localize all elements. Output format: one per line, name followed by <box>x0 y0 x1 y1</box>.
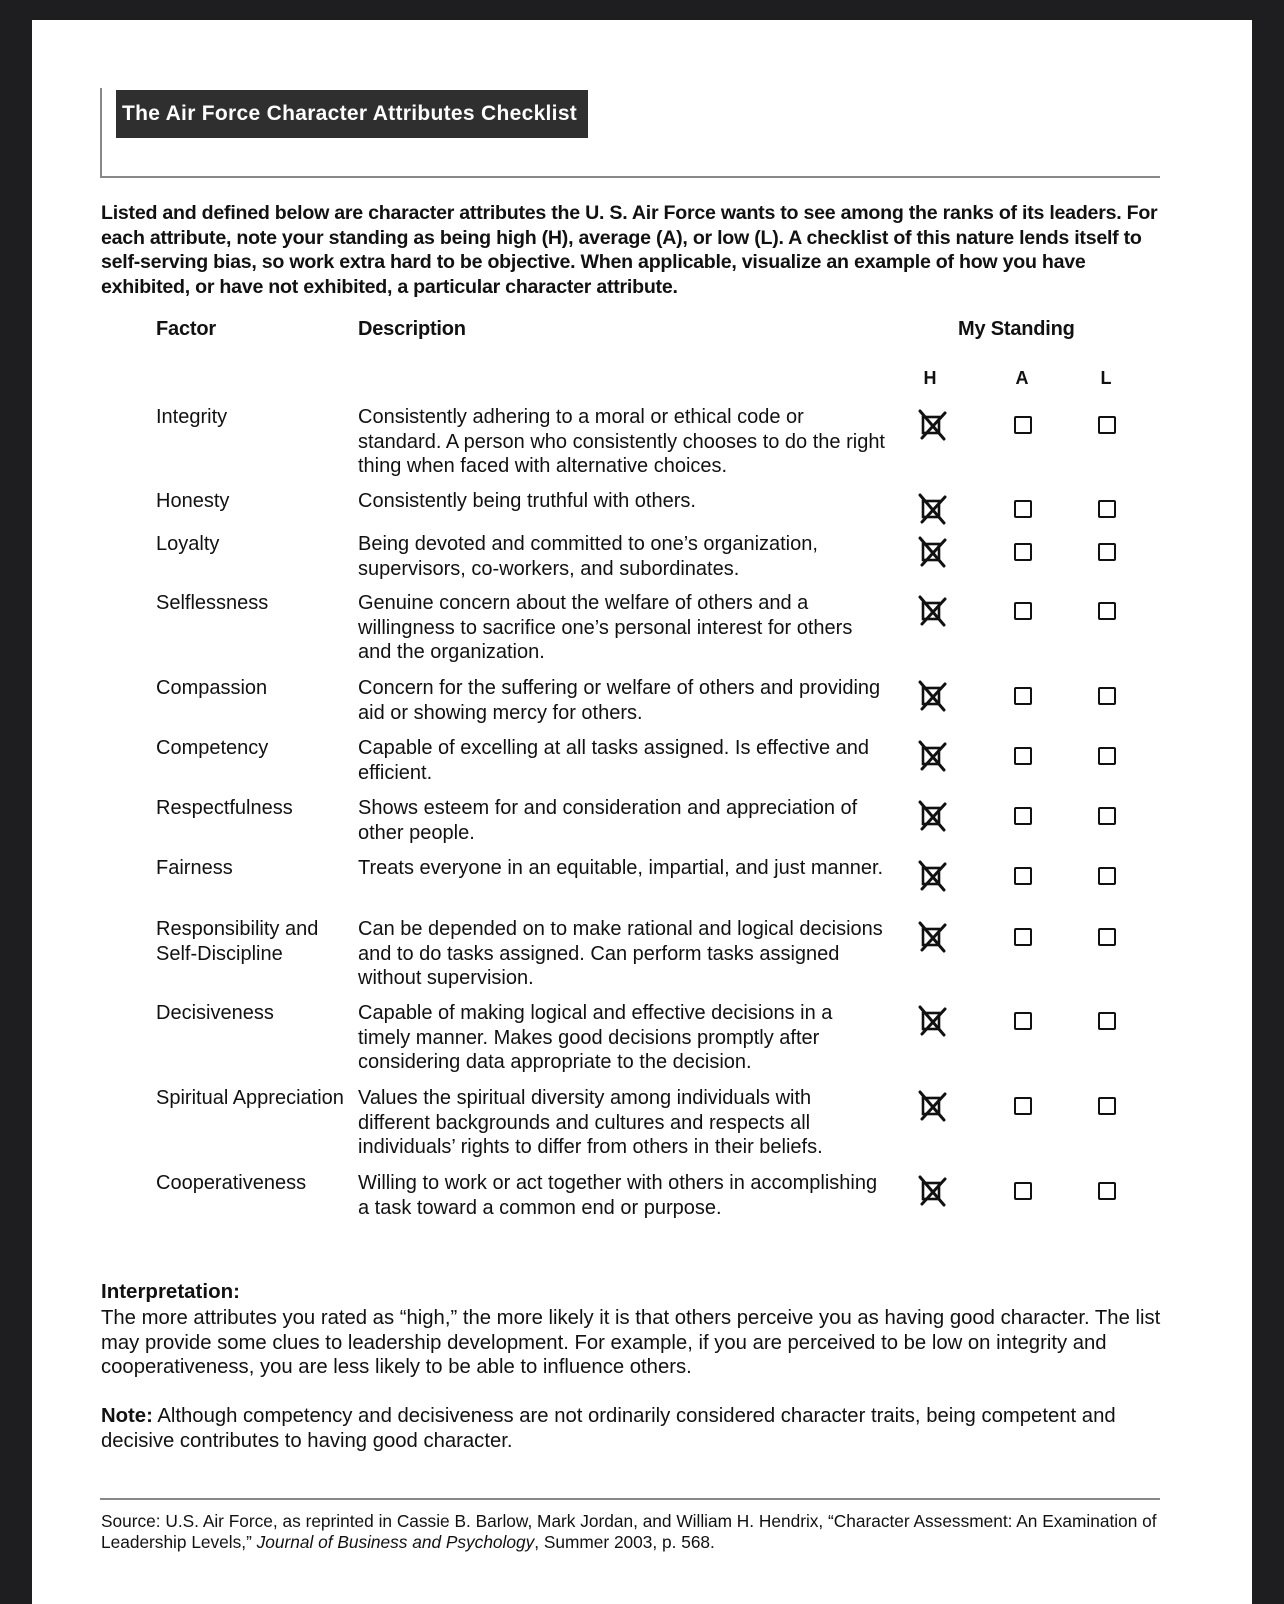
factor-description: Values the spiritual diversity among individuals with different backgrounds and cultures and respects all individuals’ rights to differ from others in their beliefs. <box>358 1087 823 1158</box>
factor-description: Treats everyone in an equitable, impartial, and just manner. <box>358 857 884 879</box>
checkbox-l[interactable] <box>1098 543 1116 561</box>
factor-description: Consistently adhering to a moral or ethical code or standard. A person who consistently chooses to do the right thing when faced with alternative choices. <box>358 406 885 477</box>
source-suffix: , Summer 2003, p. 568. <box>534 1531 715 1552</box>
checkbox-a[interactable] <box>1014 500 1032 518</box>
checkbox-a[interactable] <box>1014 416 1032 434</box>
note-text: Although competency and decisiveness are not ordinarily considered character traits, being competent and decisive contributes to having good character. <box>101 1405 1116 1452</box>
checkbox-h-checked[interactable] <box>916 1003 952 1039</box>
factor-label: Fairness <box>156 857 233 879</box>
checkbox-l[interactable] <box>1098 687 1116 705</box>
factor-label: Integrity <box>156 406 228 428</box>
checkbox-l[interactable] <box>1098 747 1116 765</box>
checkbox-a[interactable] <box>1014 1182 1032 1200</box>
checkbox-h-checked[interactable] <box>916 1173 952 1209</box>
checkbox-a[interactable] <box>1014 602 1032 620</box>
checkbox-a[interactable] <box>1014 687 1032 705</box>
factor-label: Responsibility and Self-Discipline <box>156 918 319 965</box>
header-description: Description <box>358 318 466 340</box>
factor-description: Capable of making logical and effective decisions in a timely manner. Makes good decisions promptly after considering data appropriate to the decision. <box>358 1002 833 1073</box>
checkbox-l[interactable] <box>1098 1182 1116 1200</box>
factor-description: Concern for the suffering or welfare of others and providing aid or showing mercy for others. <box>358 677 881 724</box>
factor-description: Shows esteem for and consideration and appreciation of other people. <box>358 797 858 844</box>
factor-label: Decisiveness <box>156 1002 274 1024</box>
factor-label: Competency <box>156 737 269 759</box>
checkbox-a[interactable] <box>1014 543 1032 561</box>
checkbox-a[interactable] <box>1014 807 1032 825</box>
checkbox-h-checked[interactable] <box>916 1088 952 1124</box>
interpretation-heading: Interpretation: <box>101 1280 240 1303</box>
intro-paragraph: Listed and defined below are character attributes the U. S. Air Force wants to see among the ranks of its leaders. For each attribute, note your standing as being high (H), average (A), or low (L). A checklist of this nature lends itself to self-serving bias, so work extra hard to be objective. When applicable, visualize an example of how you have exhibited, or have not exhibited, a particular character attribute. <box>101 202 1158 298</box>
note-label: Note: <box>101 1405 153 1427</box>
header-a: A <box>1015 368 1029 388</box>
checkbox-l[interactable] <box>1098 1097 1116 1115</box>
checkbox-l[interactable] <box>1098 416 1116 434</box>
factor-description: Can be depended on to make rational and logical decisions and to do tasks assigned. Can perform tasks assigned without supervision. <box>358 918 883 989</box>
note-paragraph <box>101 1404 1181 1453</box>
factor-label: Selflessness <box>156 592 269 614</box>
factor-label: Loyalty <box>156 533 220 555</box>
checkbox-h-checked[interactable] <box>916 798 952 834</box>
factor-label: Honesty <box>156 490 230 512</box>
checkbox-a[interactable] <box>1014 1097 1032 1115</box>
page-title: The Air Force Character Attributes Checklist <box>116 90 588 138</box>
header-h: H <box>923 368 937 388</box>
document-page <box>32 20 1252 1604</box>
checkbox-l[interactable] <box>1098 602 1116 620</box>
checkbox-a[interactable] <box>1014 1012 1032 1030</box>
checkbox-h-checked[interactable] <box>916 858 952 894</box>
bottom-divider <box>100 1498 1160 1500</box>
checkbox-l[interactable] <box>1098 807 1116 825</box>
checkbox-h-checked[interactable] <box>916 919 952 955</box>
header-l: L <box>1100 368 1112 388</box>
checkbox-h-checked[interactable] <box>916 738 952 774</box>
factor-label: Cooperativeness <box>156 1172 307 1194</box>
checkbox-h-checked[interactable] <box>916 678 952 714</box>
factor-description: Genuine concern about the welfare of others and a willingness to sacrifice one’s personal interest for others and the organization. <box>358 592 853 663</box>
source-journal: Journal of Business and Psychology <box>256 1531 535 1552</box>
header-my-standing: My Standing <box>958 318 1075 340</box>
checkbox-h-checked[interactable] <box>916 407 952 443</box>
source-citation <box>101 1511 1161 1552</box>
factor-description: Being devoted and committed to one’s organization, supervisors, co-workers, and subordinates. <box>358 533 818 580</box>
checkbox-a[interactable] <box>1014 928 1032 946</box>
checkbox-h-checked[interactable] <box>916 593 952 629</box>
checkbox-a[interactable] <box>1014 867 1032 885</box>
checkbox-l[interactable] <box>1098 867 1116 885</box>
checkbox-l[interactable] <box>1098 1012 1116 1030</box>
checkbox-a[interactable] <box>1014 747 1032 765</box>
checkbox-l[interactable] <box>1098 500 1116 518</box>
factor-label: Respectfulness <box>156 797 293 819</box>
factor-description: Willing to work or act together with others in accomplishing a task toward a common end or purpose. <box>358 1172 878 1219</box>
factor-label: Compassion <box>156 677 268 699</box>
interpretation-text: The more attributes you rated as “high,” the more likely it is that others perceive you as having good character. The list may provide some clues to leadership development. For example, if you are perceived to be low on integrity and cooperativeness, you are less likely to be able to influence others. <box>101 1307 1161 1378</box>
checkbox-h-checked[interactable] <box>916 491 952 527</box>
factor-label: Spiritual Appreciation <box>156 1087 344 1109</box>
checkbox-l[interactable] <box>1098 928 1116 946</box>
factor-description: Consistently being truthful with others. <box>358 490 696 512</box>
factor-description: Capable of excelling at all tasks assigned. Is effective and efficient. <box>358 737 870 784</box>
header-factor: Factor <box>156 318 216 340</box>
checkbox-h-checked[interactable] <box>916 534 952 570</box>
source-prefix: Source: U.S. Air Force, as reprinted in Cassie B. Barlow, Mark Jordan, and William H. Hendrix, “Character Assessment: An Examination of Leadership Levels,” <box>101 1511 1157 1552</box>
